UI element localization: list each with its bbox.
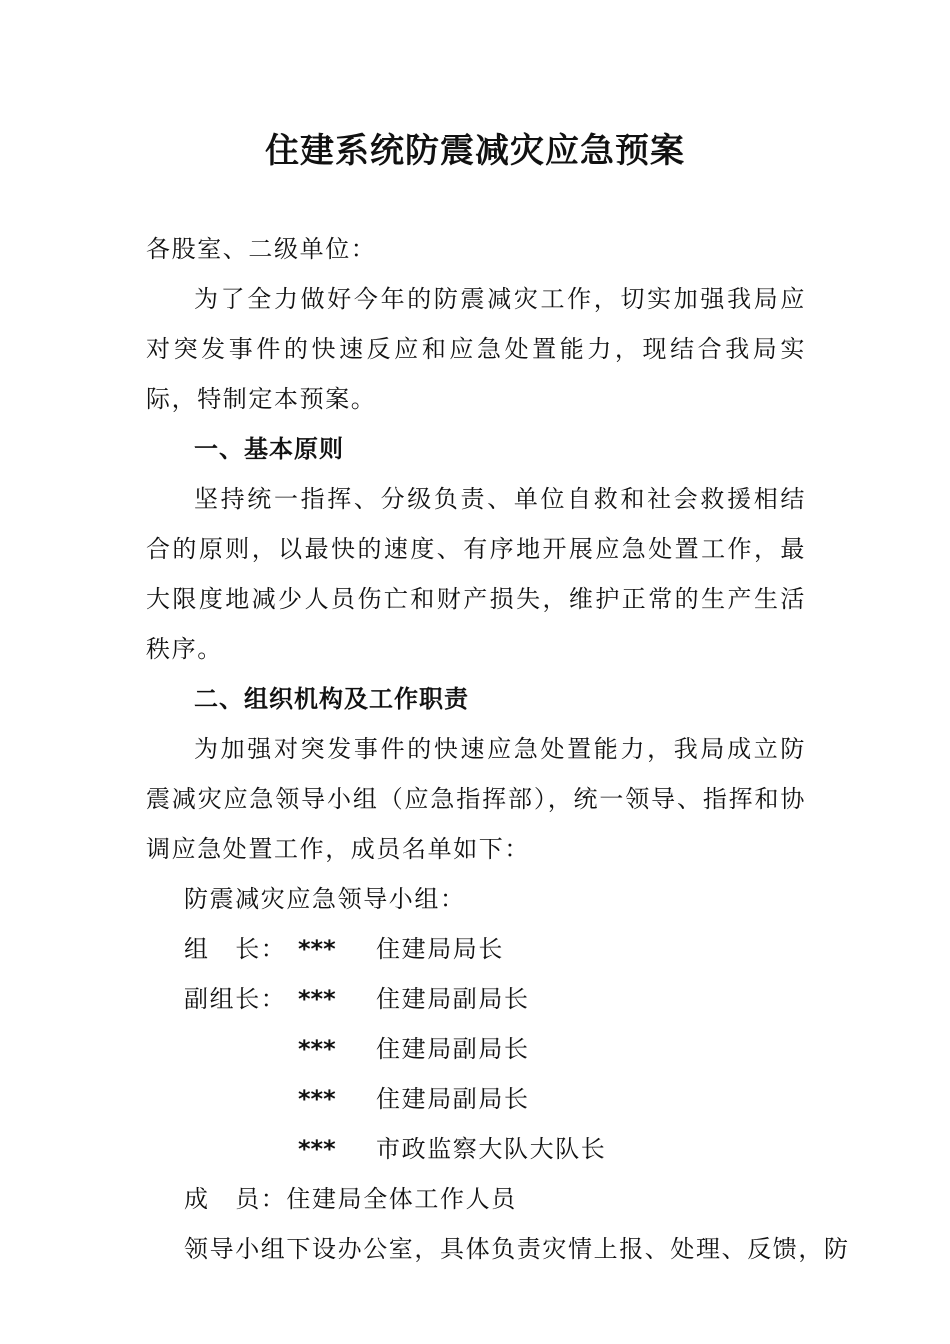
roster-role: 副组长：: [184, 985, 287, 1013]
roster-name: ***: [298, 985, 336, 1013]
roster-name: ***: [298, 1135, 336, 1163]
document-body: [146, 224, 850, 1274]
members-line: 成 员：住建局全体工作人员: [184, 1185, 517, 1213]
section-heading-organization: 二、组织机构及工作职责: [194, 685, 469, 713]
roster-position: 住建局副局长: [376, 1035, 530, 1063]
office-paragraph: 领导小组下设办公室，具体负责灾情上报、处理、反馈，防: [184, 1235, 850, 1263]
roster-row: [146, 924, 806, 974]
intro-paragraph: 为了全力做好今年的防震减灾工作，切实加强我局应对突发事件的快速反应和应急处置能力，现结合我局实际，特制定本预案。: [146, 285, 806, 413]
roster-role: 组 长：: [184, 935, 287, 963]
principles-paragraph: 坚持统一指挥、分级负责、单位自救和社会救援相结合的原则，以最快的速度、有序地开展应急处置工作，最大限度地减少人员伤亡和财产损失，维护正常的生产生活秩序。: [146, 485, 806, 663]
salutation: 各股室、二级单位：: [146, 235, 377, 263]
roster-position: 住建局副局长: [376, 1085, 530, 1113]
roster-row: [146, 1024, 806, 1074]
section-heading-principles: 一、基本原则: [194, 435, 344, 463]
document-title: 住建系统防震减灾应急预案: [265, 131, 685, 171]
roster-position: 住建局局长: [376, 935, 504, 963]
group-label: 防震减灾应急领导小组：: [184, 885, 466, 913]
roster-position: 市政监察大队大队长: [376, 1135, 607, 1163]
roster-name: ***: [298, 1035, 336, 1063]
roster-name: ***: [298, 1085, 336, 1113]
organization-paragraph: 为加强对突发事件的快速应急处置能力，我局成立防震减灾应急领导小组（应急指挥部），统一领导、指挥和协调应急处置工作，成员名单如下：: [146, 735, 806, 863]
roster-row: [146, 1124, 806, 1174]
roster-row: [146, 974, 806, 1024]
roster-row: [146, 1074, 806, 1124]
roster-position: 住建局副局长: [376, 985, 530, 1013]
roster-name: ***: [298, 935, 336, 963]
